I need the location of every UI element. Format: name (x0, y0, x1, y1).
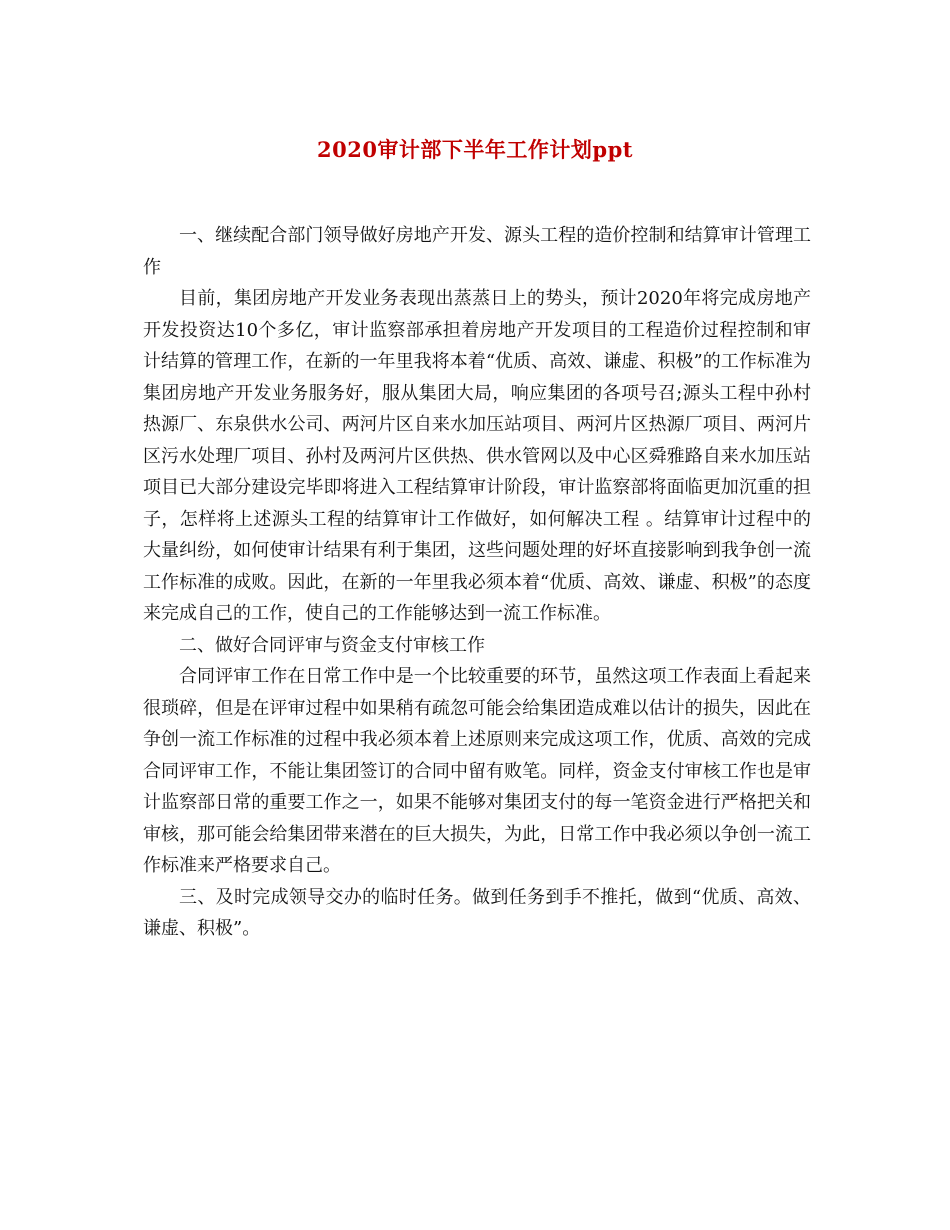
body-paragraph-1: 目前，集团房地产开发业务表现出蒸蒸日上的势头，预计2020年将完成房地产开发投资达10个多亿，审计监察部承担着房地产开发项目的工程造价过程控制和审计结算的管理工作，在新的一年里我将本着“优质、高效、谦虚、积极”的工作标准为集团房地产开发业务服务好，服从集团大局，响应集团的各项号召;源头工程中孙村热源厂、东泉供水公司、两河片区自来水加压站项目、两河片区热源厂项目、两河片区污水处理厂项目、孙村及两河片区供热、供水管网以及中心区舜雅路自来水加压站项目已大部分建设完毕即将进入工程结算审计阶段，审计监察部将面临更加沉重的担子，怎样将上述源头工程的结算审计工作做好，如何解决工程 。结算审计过程中的大量纠纷，如何使审计结果有利于集团，这些问题处理的好坏直接影响到我争创一流工作标准的成败。因此，在新的一年里我必须本着“优质、高效、谦虚、积极”的态度来完成自己的工作，使自己的工作能够达到一流工作标准。 (143, 288, 811, 624)
section-heading-3: 三、及时完成领导交办的临时任务。做到任务到手不推托，做到“优质、高效、谦虚、积极”。 (143, 886, 811, 939)
section-heading-2: 二、做好合同评审与资金支付审核工作 (179, 634, 485, 656)
document-title: 2020审计部下半年工作计划ppt (316, 137, 633, 162)
section-heading-1: 一、继续配合部门领导做好房地产开发、源头工程的造价控制和结算审计管理工作 (143, 225, 811, 278)
body-paragraph-2: 合同评审工作在日常工作中是一个比较重要的环节，虽然这项工作表面上看起来很琐碎，但是在评审过程中如果稍有疏忽可能会给集团造成难以估计的损失，因此在争创一流工作标准的过程中我必须本着上述原则来完成这项工作，优质、高效的完成合同评审工作，不能让集团签订的合同中留有败笔。同样，资金支付审核工作也是审计监察部日常的重要工作之一，如果不能够对集团支付的每一笔资金进行严格把关和审核，那可能会给集团带来潜在的巨大损失，为此，日常工作中我必须以争创一流工作标准来严格要求自己。 (143, 666, 811, 876)
document-body (143, 220, 811, 945)
